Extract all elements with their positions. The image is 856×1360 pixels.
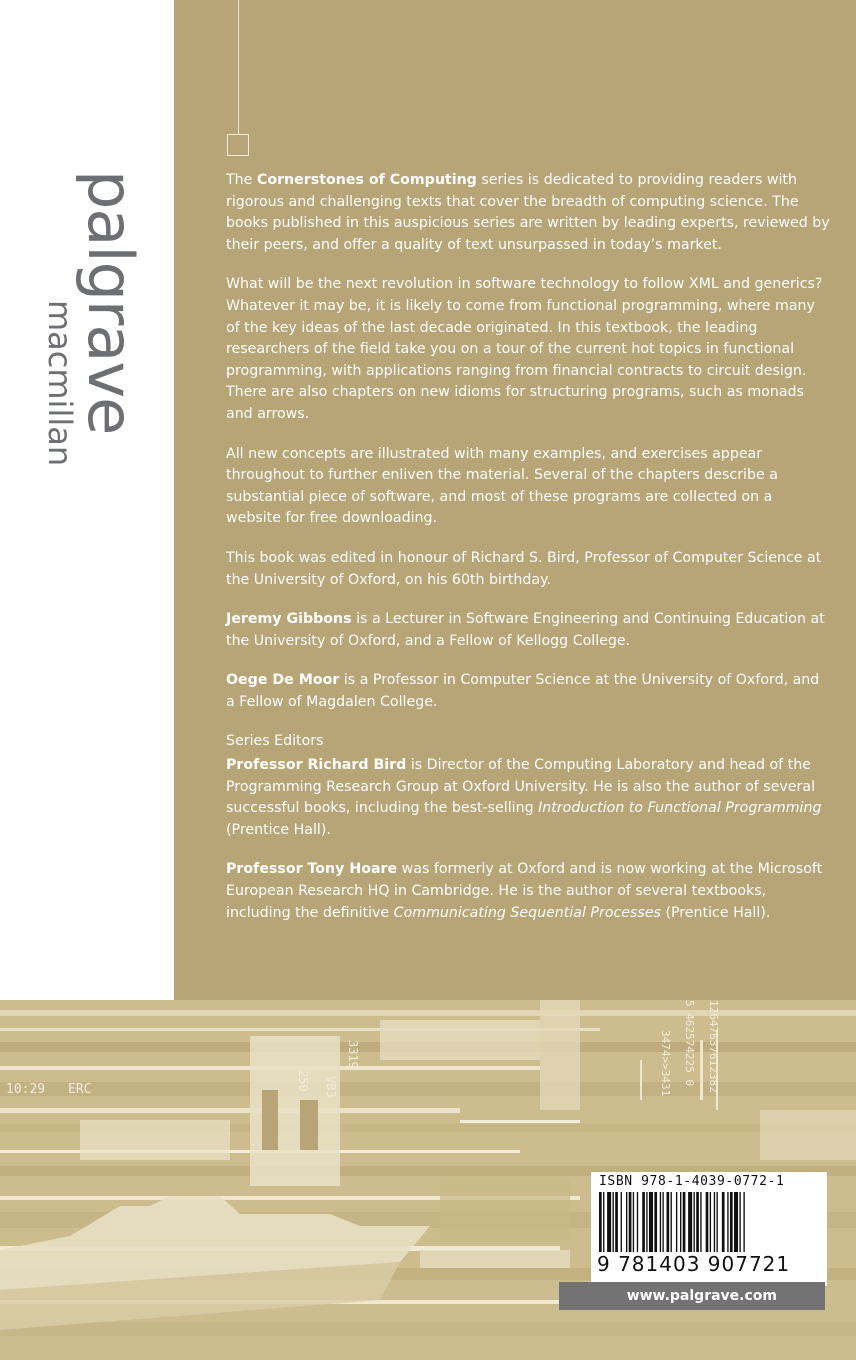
blurb-paragraph: All new concepts are illustrated with many examples, and exercises appear throughout to further enliven the material. Several of the chapters describe a substantial piece of software, and most of these programs are collected on a website for free downloading. <box>226 445 778 527</box>
collage-text: 5 462574225 0 <box>683 1000 696 1087</box>
barcode-bar <box>676 1192 677 1252</box>
logo-subword: macmillan <box>41 300 79 467</box>
barcode-bar <box>730 1192 733 1252</box>
blurb <box>226 170 830 942</box>
collage-text: ERC <box>68 1082 92 1097</box>
barcode-bar <box>680 1192 681 1252</box>
barcode-bar <box>613 1192 614 1252</box>
barcode-bar <box>626 1192 627 1252</box>
barcode-bar <box>649 1192 653 1252</box>
series-editor-name: Professor Richard Bird <box>226 757 407 774</box>
series-editor-name: Professor Tony Hoare <box>226 861 398 878</box>
isbn-digits: 9 781403 907721 <box>597 1252 791 1276</box>
barcode-bar <box>599 1192 602 1252</box>
collage-text: 12647637612382 <box>707 1000 720 1093</box>
series-name: Cornerstones of Computing <box>256 172 477 188</box>
collage-text: 250 <box>296 1070 310 1092</box>
barcode-bar <box>642 1192 645 1252</box>
barcode-bar <box>683 1192 686 1252</box>
isbn-label: ISBN 978-1-4039-0772-1 <box>599 1174 785 1189</box>
barcode-bar <box>716 1192 717 1252</box>
barcode-bar <box>696 1192 699 1252</box>
barcode-bar <box>739 1192 740 1252</box>
decorative-square-icon <box>227 134 249 156</box>
barcode-bar <box>706 1192 709 1252</box>
editor-bio: Jeremy Gibbons is a Lecturer in Software Engineering and Continuing Education at the University of Oxford, and a Fellow of Kellogg College. <box>226 611 825 649</box>
barcode-bar <box>660 1192 661 1252</box>
barcode-bar <box>667 1192 670 1252</box>
decorative-line <box>238 0 239 134</box>
collage-text: 3319 <box>346 1040 360 1069</box>
barcode-bar <box>671 1192 672 1252</box>
barcode-box <box>591 1172 827 1286</box>
book-title: Introduction to Functional Programming <box>538 800 822 817</box>
barcode-bar <box>607 1192 611 1252</box>
editor-bio: Oege De Moor is a Professor in Computer Science at the University of Oxford, and a Fellow of Magdalen College. <box>226 672 820 710</box>
logo-wordmark: palgrave <box>74 170 147 435</box>
barcode-bar <box>694 1192 695 1252</box>
collage-text: VB3 <box>324 1076 338 1098</box>
book-title: Communicating Sequential Processes <box>393 904 661 921</box>
barcode-bar <box>654 1192 657 1252</box>
barcode-bar <box>734 1192 738 1252</box>
collage-text: 10:29 <box>6 1082 46 1097</box>
collage-text: 3474>>3431 <box>659 1030 672 1097</box>
barcode-bar <box>646 1192 647 1252</box>
barcode-bar <box>688 1192 692 1252</box>
blurb-paragraph: What will be the next revolution in software technology to follow XML and generics? Whatever it may be, it is likely to come from functional programming, where many of the key ideas of the last decade originated. In this textbook, the leading researchers of the field take you on a tour of the current hot topics in functional programming, with applications ranging from financial contracts to circuit design. There are also chapters on new idioms for structuring programs, such as monads and arrows. <box>226 276 823 422</box>
series-intro: The Cornerstones of Computing series is dedicated to providing readers with rigorous and challenging texts that cover the breadth of computing science. The books published in this auspicious series are written by leading experts, reviewed by their peers, and offer a quality of text unsurpassed in today’s market. <box>226 172 830 253</box>
publisher-website[interactable]: www.palgrave.com <box>559 1282 825 1310</box>
barcode-bar <box>603 1192 604 1252</box>
barcode-graphic <box>599 1192 819 1252</box>
barcode-bar <box>662 1192 663 1252</box>
series-editors-label: Series Editors <box>226 733 324 750</box>
barcode-bar <box>743 1192 744 1252</box>
publisher-logo <box>41 170 147 480</box>
barcode-bar <box>621 1192 622 1252</box>
barcode-bar <box>633 1192 634 1252</box>
barcode-bar <box>727 1192 728 1252</box>
barcode-bar <box>714 1192 715 1252</box>
barcode-bar <box>629 1192 632 1252</box>
barcode-bar <box>637 1192 638 1252</box>
barcode-bar <box>700 1192 701 1252</box>
editor-name: Jeremy Gibbons <box>226 611 352 628</box>
barcode-bar <box>722 1192 725 1252</box>
barcode-bar <box>615 1192 618 1252</box>
barcode-bar <box>710 1192 711 1252</box>
spine-panel <box>0 0 174 1000</box>
series-editor-bio: Professor Richard Bird is Director of the Computing Laboratory and head of the Programming Research Group at Oxford University. He is also the author of several successful books, including the best-selling Introduction to Functional Programming (Prentice Hall). <box>226 757 822 838</box>
series-editor-bio: Professor Tony Hoare was formerly at Oxford and is now working at the Microsoft European Research HQ in Cambridge. He is the author of several textbooks, including the definitive Communicating Sequential Processes (Prentice Hall). <box>226 861 823 921</box>
dedication: This book was edited in honour of Richard S. Bird, Professor of Computer Science at the University of Oxford, on his 60th birthday. <box>226 549 822 588</box>
editor-name: Oege De Moor <box>226 672 340 689</box>
